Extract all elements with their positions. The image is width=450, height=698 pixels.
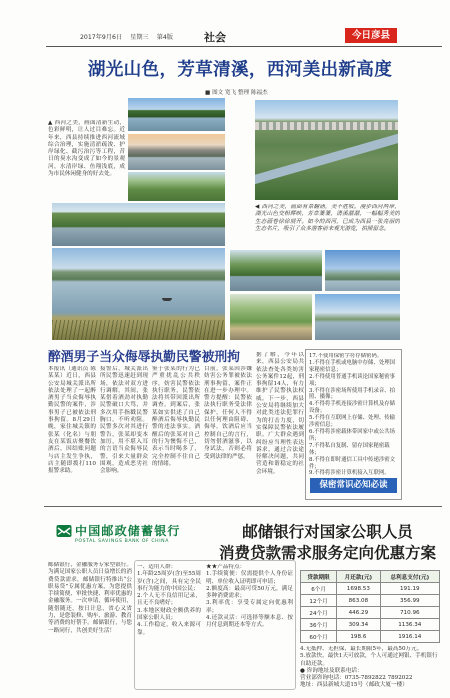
table-cell: 710.96 xyxy=(380,607,439,619)
list-item: 5.不得在互联网上存储、处理、传输涉密信息； xyxy=(309,415,396,429)
table-cell: 356.99 xyxy=(380,595,439,607)
issue-weekday: 星期三 xyxy=(130,34,149,41)
note-line: ● 咨询地址及联系电话： xyxy=(300,667,363,674)
table-row xyxy=(301,583,440,595)
note-line: 5.放款快，最快1天可放款，个人可通过网银、手机银行自助还款。 xyxy=(300,653,438,667)
photo-caption-left: ▲ 西河之美，画面清新生动，色彩鲜明，让人过目难忘。近年来，西县持续推进西河流域综合治理，实施清淤疏浚、护岸绿化、截污治污等工程，昔日的臭水沟变成了如今的景观河，水清岸绿、鱼翔浅底，成为市民休闲健身的好去处。 xyxy=(48,120,125,178)
list-item: 3.不得在涉密场所使用手机录音、拍照、摄像； xyxy=(309,387,396,401)
article-column: 据了解，今年以来，西县公安局共依法查处各类妨害公务案件12起，刑事拘留14人，有力维护了民警执法权威。下一步，西县公安局将继续加大对此类违法犯罪行为的打击力度，切实保障民警依法履职。广大群众遇到纠纷应当理性表达诉求，通过合法途径解决问题，共同营造和谐稳定的社会环境。 xyxy=(256,352,304,475)
list-item: 1.不得在手机或电脑中存储、处理国家秘密信息； xyxy=(309,359,396,373)
feature-title: 湖光山色，芳草清溪，西河美出新高度 xyxy=(87,59,393,80)
table-row xyxy=(301,619,440,631)
list-item: 7.不得私自复制、留存国家秘密载体； xyxy=(309,442,390,456)
article-column: 本报讯（通讯员 陈某某）近日，西县公安局城关派出所依法处理了一起醉酒男子当众侮辱执勤民警的案件，涉事男子已被依法刑事拘留。8月29日晚，家住城关镇的张某（化名）与朋友在某饭店聚餐饮酒后，因结账问题与店主发生争执，店主随即拨打110报警求助。 xyxy=(48,366,96,475)
photo-green-aerial xyxy=(128,172,225,201)
list-item: 8.不得在即时通信工具中传递涉密文件； xyxy=(309,456,396,470)
issue-date-line xyxy=(80,32,179,41)
list-item: 17.不使用保密字符存储密码。 xyxy=(309,353,383,359)
note-line: 4.无抵押、无担保，最长期限5年，最高50万元。 xyxy=(300,646,423,652)
list-item: 4.不得将手机连接涉密计算机及存储设备； xyxy=(309,401,396,415)
article-column: 目前，张某因涉嫌妨害公务罪被依法刑事拘留，案件正在进一步办理中。警方提醒：民警依法执行职务受法律保护，任何人不得以任何理由阻碍、侮辱。饮酒后应当控制自己的言行，切勿借酒滋事，以身试法，否则必将受到法律的严惩。 xyxy=(204,366,252,460)
table-cell: 12个月 xyxy=(301,595,337,607)
photo-river-woods xyxy=(52,203,225,246)
table-cell: 36个月 xyxy=(301,619,337,631)
table-cell: 6个月 xyxy=(301,583,337,595)
loan-repayment-table xyxy=(300,570,440,643)
bank-name: 中国邮政储蓄银行 xyxy=(75,524,181,538)
photo-riverside-town xyxy=(128,134,225,170)
photo-reeds xyxy=(52,320,225,340)
bank-name-english: POSTAL SAVINGS BANK OF CHINA xyxy=(75,539,169,544)
note-line: 营业部咨询电话：0735-7892822 7892022 xyxy=(300,675,413,682)
list-item: 9.不得将涉密计算机接入互联网。 xyxy=(309,470,390,476)
table-cell: 309.34 xyxy=(337,619,380,631)
table-header-cell: 贷款期限 xyxy=(301,571,337,583)
masthead-logo xyxy=(345,28,397,43)
table-header-cell: 月还款(元) xyxy=(337,571,380,583)
table-cell: 446.29 xyxy=(337,607,380,619)
table-cell: 1136.34 xyxy=(380,619,439,631)
page-number: 第4版 xyxy=(156,34,173,41)
ad-features-text: ★★产品特点： 1.手续简便：仅需提供个人身份证明、单位收入证明即可申请； 2.额度高：最高可贷50万元，满足多种消费需求； 3.利率优：享受专属定向优惠利率； 4.还款灵活：可选择等额本息、按月付息到期还本等方式。 xyxy=(206,564,293,629)
table-header-row xyxy=(301,571,440,583)
table-header-cell: 总利息支付(元) xyxy=(380,571,439,583)
photo-river-band xyxy=(255,125,398,189)
ad-headline-line1: 邮储银行对国家公职人员 xyxy=(242,522,413,541)
bank-logo-icon xyxy=(56,523,72,539)
photo-sky-hills xyxy=(325,250,400,291)
photo-lake-sky xyxy=(315,294,400,340)
photo-trees-water xyxy=(230,250,322,291)
masthead-text: 今日彦县 xyxy=(351,30,390,41)
table-cell: 191.19 xyxy=(380,583,439,595)
security-tips-box xyxy=(305,349,402,500)
table-cell: 1698.53 xyxy=(337,583,380,595)
section-divider xyxy=(44,506,442,507)
list-item: 6.不得将涉密载体带回家中或公共场所； xyxy=(309,428,396,442)
note-line: 地址：西县新城大道15号（邮政大厦一楼） xyxy=(300,682,408,689)
table-cell: 60个月 xyxy=(301,631,337,643)
table-cell: 1916.14 xyxy=(380,631,439,643)
table-cell: 863.08 xyxy=(337,595,380,607)
table-row xyxy=(301,595,440,607)
photo-lakeside-trees xyxy=(128,98,225,131)
feature-byline: ■ 图文 宽飞 整理 陈福杰 xyxy=(205,90,268,96)
article-column: 接警后，城关派出所民警迅速赶到现场，依法对双方进行调解。其间，张某借着酒劲对执勤民警破口大骂，并多次用手指戳民警胸口，不听劝阻。民警多次对其进行警告，张某却变本加厉，用不堪入耳的言语当众侮辱民警，引来大量群众围观，造成恶劣社会影响。 xyxy=(100,366,148,475)
section-name: 社会 xyxy=(204,31,226,44)
security-tips-banner: 保密常识必知必读 xyxy=(310,478,397,493)
photo-caption-right: ◀ 西河之美，画面有景翻涌，美不胜收。漫步西河两岸，湖光山色交相辉映，芳草萋萋，清溪潺潺，一幅幅秀美的生态画卷徐徐展开。如今的西河，已成为西县一张亮丽的生态名片，吸引了众多游客前来观光游览，拍照留念。 xyxy=(255,204,400,232)
article-column: 鉴于张某的行为已严重扰乱公共秩序，妨害民警依法执行职务，民警依法将其带回派出所调查。到案后，张某如实供述了自己醉酒后侮辱执勤民警的违法事实。酒醒后的张某对自己的行为懊悔不已，表示当时喝多了，完全控制不住自己的情绪。 xyxy=(152,366,200,467)
table-row xyxy=(301,607,440,619)
header-divider xyxy=(46,46,442,47)
list-item: 2.不得使用普通手机谈论国家秘密事项； xyxy=(309,373,396,387)
table-cell: 198.6 xyxy=(337,631,380,643)
photo-lake-reeds xyxy=(52,248,225,340)
issue-date: 2017年9月6日 xyxy=(80,34,123,41)
photo-city-skyline xyxy=(255,122,398,130)
photo-garden xyxy=(230,294,312,340)
table-row xyxy=(301,631,440,643)
ad-headline-line2: 消费贷款需求服务定向优惠方案 xyxy=(218,543,436,562)
ad-intro-text: 邮储银行，金融服务专家型银行。为满足国家公职人员日益增长的消费贷款需求，邮储银行特推出“公职易贷”专属优惠方案，为您提供手续简便、审批快捷、利率优惠的金融服务。一次申请，循环使用，随借随还，按日计息，省心又省力，是您装修、购车、旅游、教育等消费的好帮手。邮储银行，与您一路同行，共创美好生活！ xyxy=(48,562,132,634)
photo-aerial-river-city xyxy=(255,100,398,200)
article-headline: 醉酒男子当众侮辱执勤民警被刑拘 xyxy=(48,350,240,365)
security-tips-list xyxy=(309,353,398,476)
ad-notes xyxy=(300,646,440,690)
table-cell: 24个月 xyxy=(301,607,337,619)
photo-boat xyxy=(162,298,172,301)
ad-eligibility-text: 一、适用人群： 1.年龄25周岁(含)至55周岁(含)之间，具有完全民事行为能力的中国公民； 2.个人无不良信用记录，且无不良嗜好； 3.本地区财政全额供养的国家公职人员； 4.工作稳定，收入来源可靠。 xyxy=(137,564,201,636)
